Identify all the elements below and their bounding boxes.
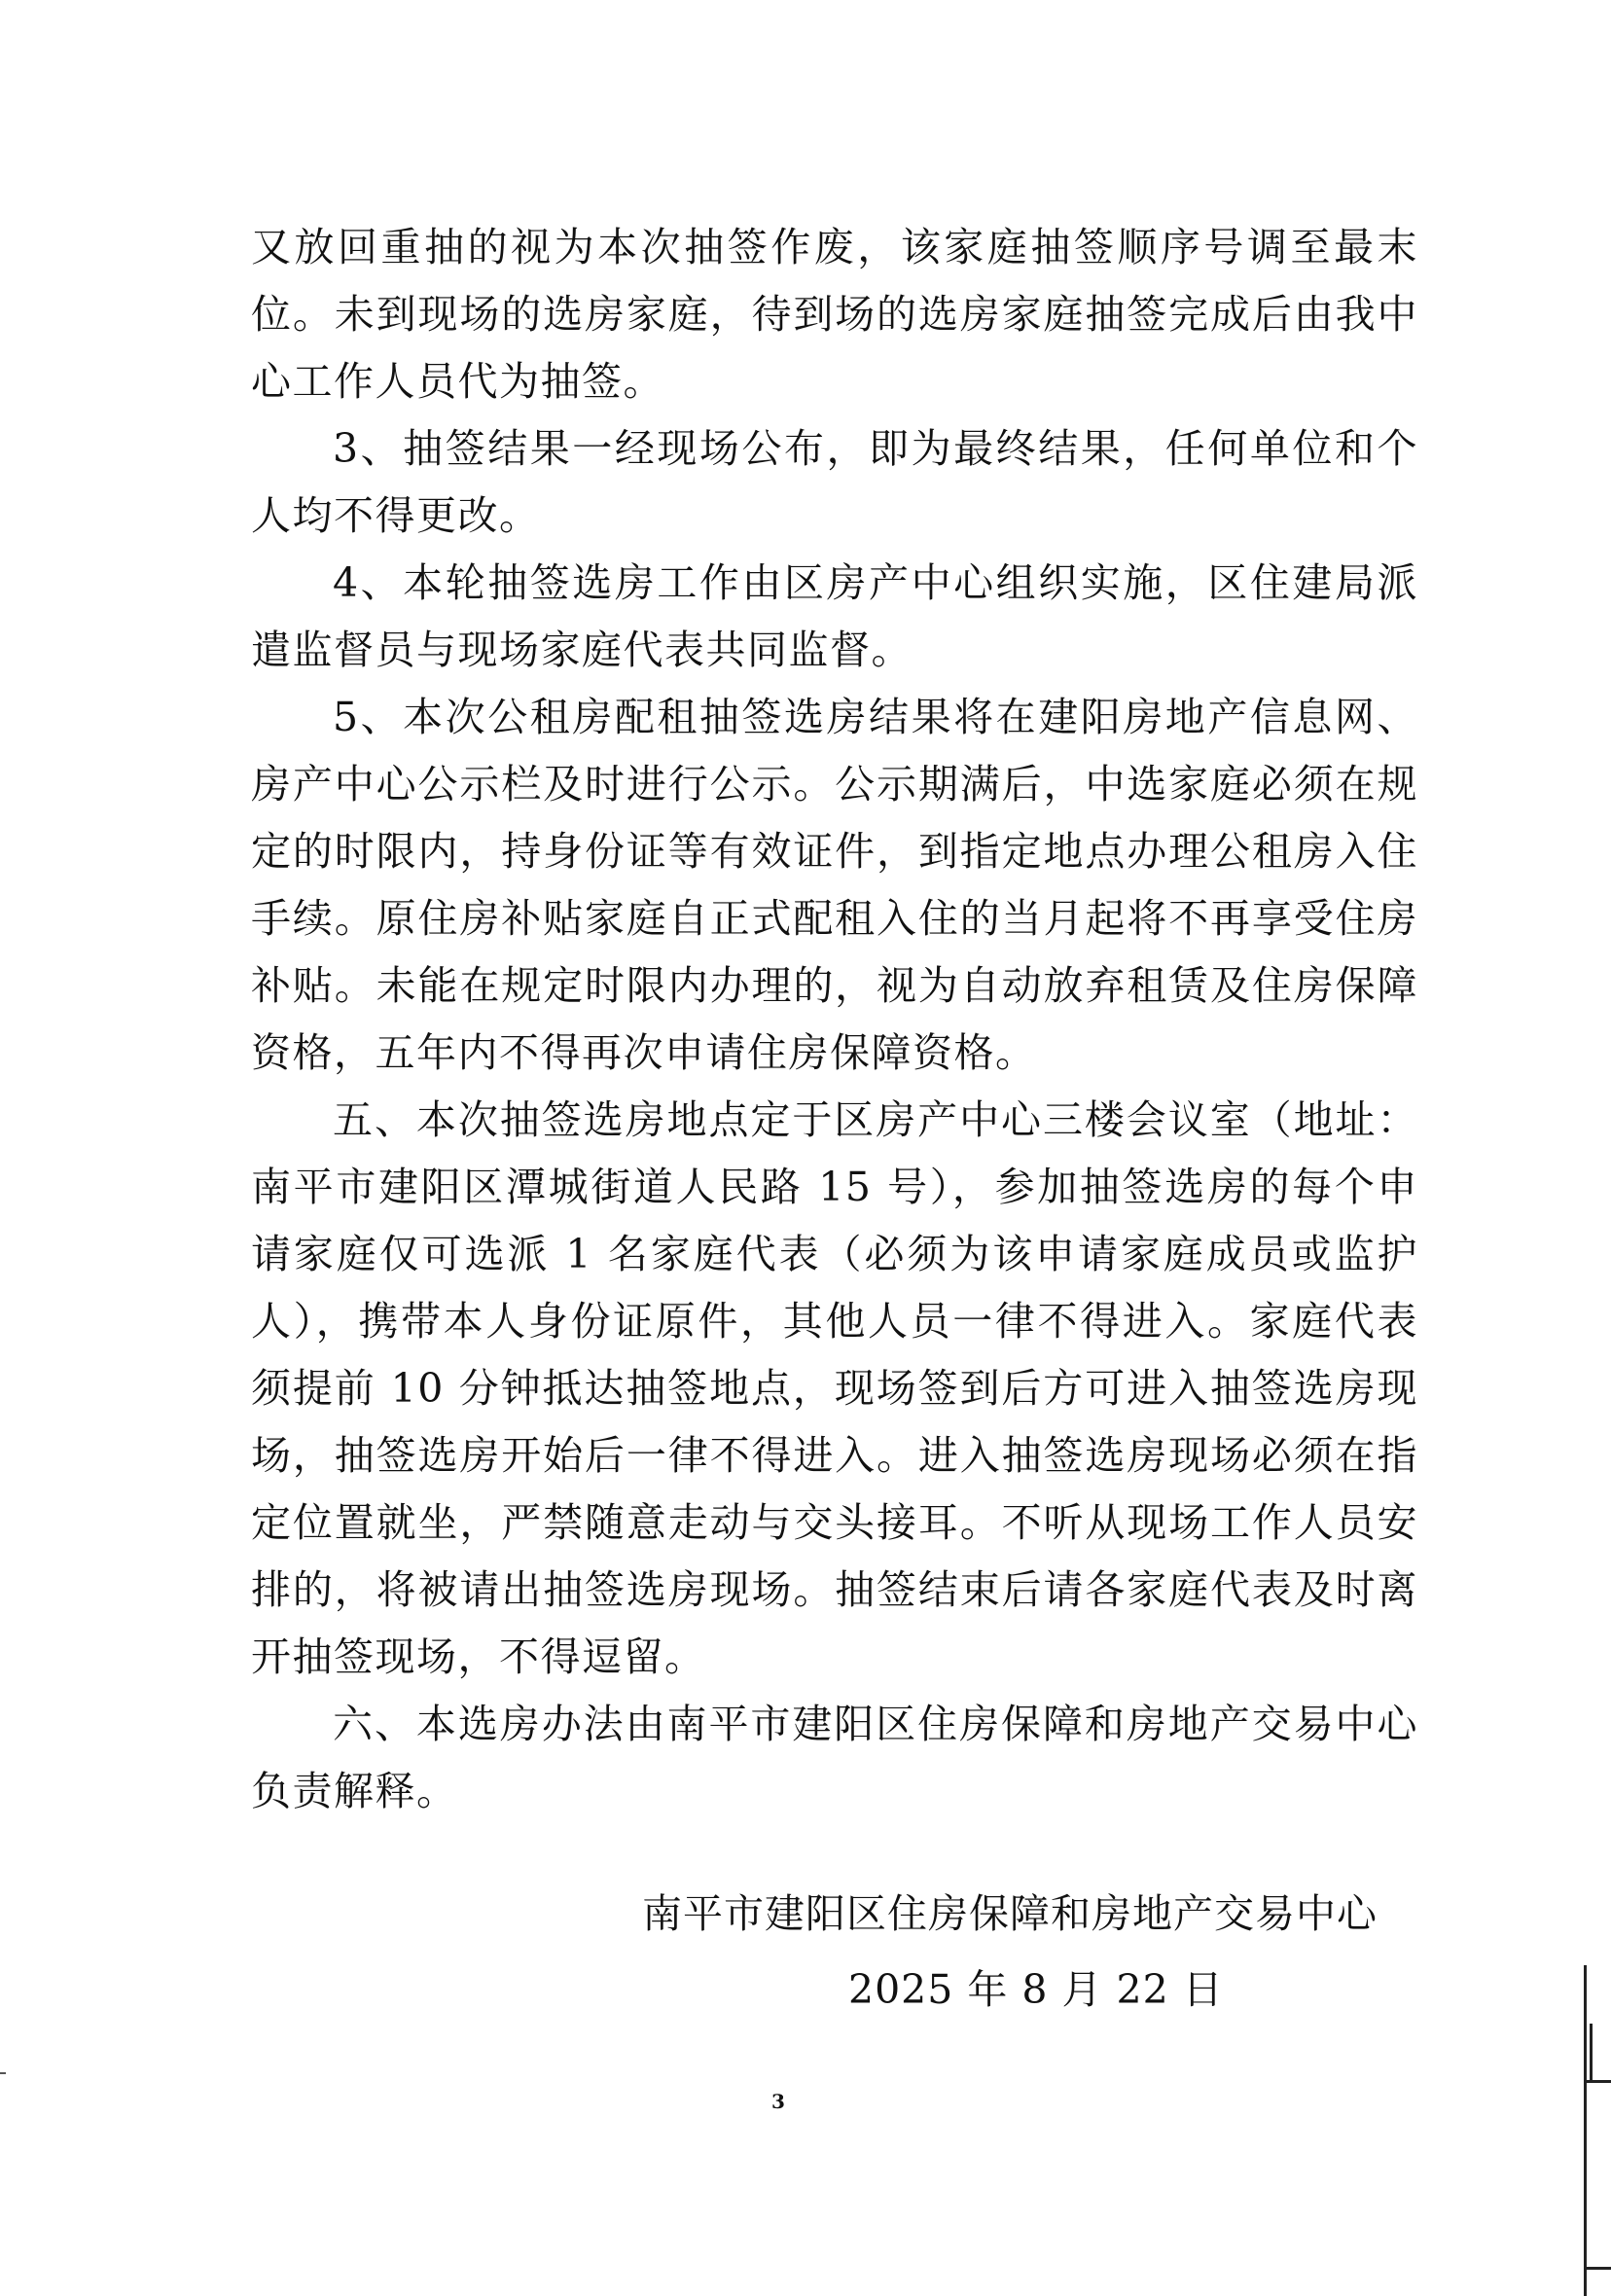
paragraph-section-6: 六、本选房办法由南平市建阳区住房保障和房地产交易中心负责解释。 xyxy=(251,1701,1418,1814)
signature-block xyxy=(642,1876,1381,2027)
document-body xyxy=(251,214,1418,1825)
signature-date: 2025 年 8 月 22 日 xyxy=(848,1966,1224,2013)
scan-margin-tick xyxy=(0,2072,6,2074)
paragraph-section-5: 五、本次抽签选房地点定于区房产中心三楼会议室（地址：南平市建阳区潭城街道人民路 15 号），参加抽签选房的每个申请家庭仅可选派 1 名家庭代表（必须为该申请家庭成员或监护人），携带本人身份证原件，其他人员一律不得进入。家庭代表须提前 10 分钟抵达抽签地点，现场签到后方可进入抽签选房现场，抽签选房开始后一律不得进入。进入抽签选房现场必须在指定位置就坐，严禁随意走动与交头接耳。不听从现场工作人员安排的，将被请出抽签选房现场。抽签结束后请各家庭代表及时离开抽签现场，不得逗留。 xyxy=(251,1096,1418,1680)
scan-edge-mark xyxy=(1572,1965,1611,2296)
paragraph-item-5: 5、本次公租房配租抽签选房结果将在建阳房地产信息网、房产中心公示栏及时进行公示。公示期满后，中选家庭必须在规定的时限内，持身份证等有效证件，到指定地点办理公租房入住手续。原住房补贴家庭自正式配租入住的当月起将不再享受住房补贴。未能在规定时限内办理的，视为自动放弃租赁及住房保障资格，五年内不得再次申请住房保障资格。 xyxy=(251,694,1418,1076)
paragraph-continuation: 又放回重抽的视为本次抽签作废，该家庭抽签顺序号调至最末位。未到现场的选房家庭，待到场的选房家庭抽签完成后由我中心工作人员代为抽签。 xyxy=(251,224,1418,405)
paragraph-item-3: 3、抽签结果一经现场公布，即为最终结果，任何单位和个人均不得更改。 xyxy=(251,425,1418,539)
page-number: 3 xyxy=(771,2090,785,2113)
signature-organization: 南平市建阳区住房保障和房地产交易中心 xyxy=(642,1890,1378,1937)
paragraph-item-4: 4、本轮抽签选房工作由区房产中心组织实施，区住建局派遣监督员与现场家庭代表共同监督。 xyxy=(251,559,1418,673)
